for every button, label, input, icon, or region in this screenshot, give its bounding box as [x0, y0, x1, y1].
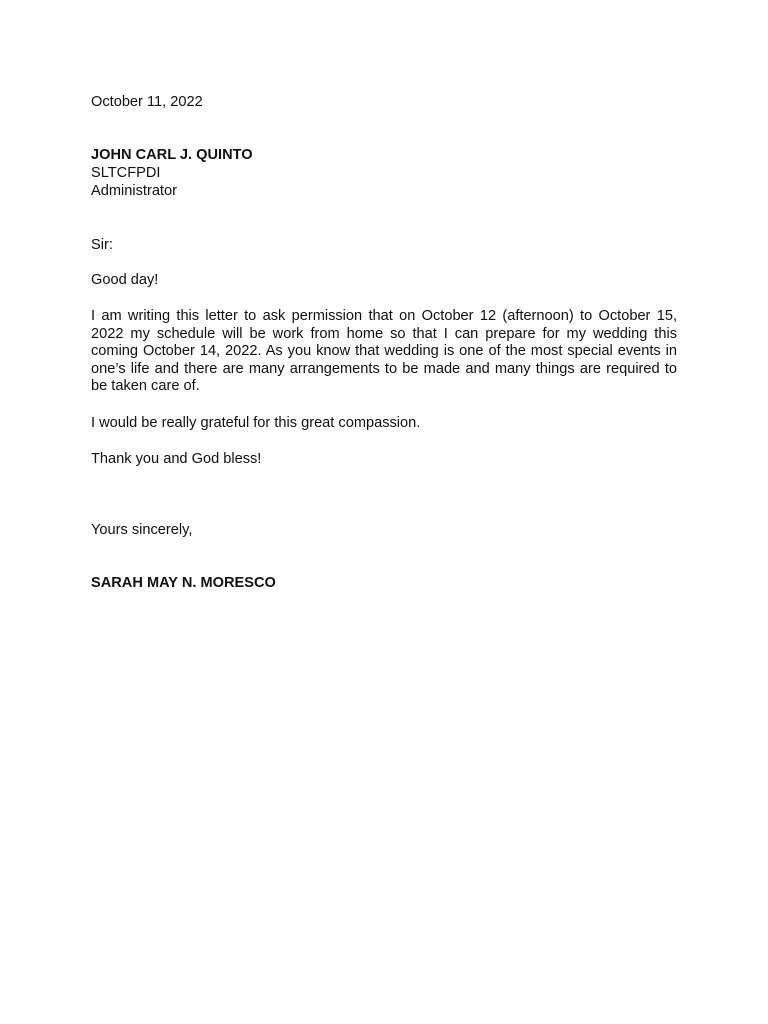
sender-name: SARAH MAY N. MORESCO	[91, 575, 276, 591]
thanks-line: Thank you and God bless!	[91, 451, 262, 467]
recipient-name: JOHN CARL J. QUINTO	[91, 147, 253, 163]
greeting: Good day!	[91, 272, 159, 288]
recipient-title: Administrator	[91, 183, 177, 199]
closing: Yours sincerely,	[91, 522, 193, 538]
salutation: Sir:	[91, 237, 113, 253]
recipient-organization: SLTCFPDI	[91, 165, 161, 181]
letter-body: I am writing this letter to ask permission that on October 12 (afternoon) to October 15, 2022 my schedule will be work from home so that I can prepare for my wedding this coming October 14, 2022. As you know that wedding is one of the most special events in one’s life and there are many arrangements to be made and many things are required to be taken care of.	[91, 308, 677, 394]
letter-date: October 11, 2022	[91, 94, 203, 110]
gratitude-line: I would be really grateful for this great compassion.	[91, 415, 421, 431]
